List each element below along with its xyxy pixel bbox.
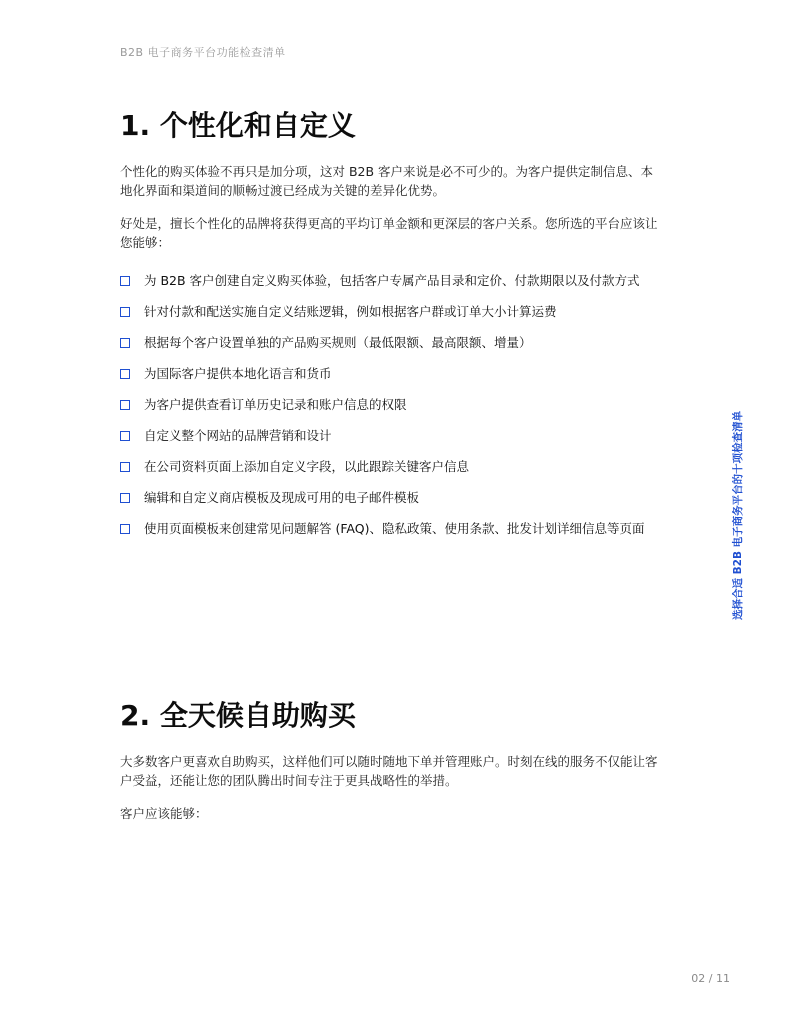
section-title: 2. 全天候自助购买 xyxy=(120,699,356,732)
benefit-paragraph: 好处是，擅长个性化的品牌将获得更高的平均订单金额和更深层的客户关系。您所选的平台应该让您能够： xyxy=(120,216,658,250)
checklist-item xyxy=(120,396,664,414)
checkbox-icon[interactable] xyxy=(120,493,130,503)
checkbox-icon[interactable] xyxy=(120,276,130,286)
section-title: 1. 个性化和自定义 xyxy=(120,109,356,142)
checklist-item xyxy=(120,334,664,352)
checklist-item xyxy=(120,427,664,445)
checkbox-icon[interactable] xyxy=(120,524,130,534)
checklist-item-text: 为客户提供查看订单历史记录和账户信息的权限 xyxy=(144,397,407,412)
checkbox-icon[interactable] xyxy=(120,369,130,379)
checklist-item-text: 为国际客户提供本地化语言和货币 xyxy=(144,366,332,381)
checklist-item-text: 自定义整个网站的品牌营销和设计 xyxy=(144,428,332,443)
checkbox-icon[interactable] xyxy=(120,307,130,317)
checklist-item-text: 使用页面模板来创建常见问题解答 (FAQ)、隐私政策、使用条款、批发计划详细信息等页面 xyxy=(144,521,645,536)
checklist-item-text: 为 B2B 客户创建自定义购买体验，包括客户专属产品目录和定价、付款期限以及付款方式 xyxy=(144,273,640,288)
page-number: 02 / 11 xyxy=(691,972,730,985)
checklist-item-text: 根据每个客户设置单独的产品购买规则（最低限额、最高限额、增量） xyxy=(144,335,532,350)
checklist-item xyxy=(120,365,664,383)
checkbox-icon[interactable] xyxy=(120,400,130,410)
checklist-item xyxy=(120,272,664,290)
checkbox-icon[interactable] xyxy=(120,431,130,441)
feature-checklist xyxy=(120,272,680,538)
checklist-item-text: 针对付款和配送实施自定义结账逻辑，例如根据客户群或订单大小计算运费 xyxy=(144,304,557,319)
intro-paragraph: 个性化的购买体验不再只是加分项，这对 B2B 客户来说是必不可少的。为客户提供定制信息、本地化界面和渠道间的顺畅过渡已经成为关键的差异化优势。 xyxy=(120,164,654,198)
checklist-item xyxy=(120,520,664,538)
checklist-item xyxy=(120,303,664,321)
checklist-item-text: 编辑和自定义商店模板及现成可用的电子邮件模板 xyxy=(144,490,420,505)
vertical-side-label xyxy=(730,408,746,620)
side-label-text: 选择合适 B2B 电子商务平台的十项检查清单 xyxy=(732,410,744,620)
checkbox-icon[interactable] xyxy=(120,338,130,348)
checklist-item xyxy=(120,458,664,476)
intro-paragraph: 大多数客户更喜欢自助购买，这样他们可以随时随地下单并管理账户。时刻在线的服务不仅能让客户受益，还能让您的团队腾出时间专注于更具战略性的举措。 xyxy=(120,754,658,788)
running-header: B2B 电子商务平台功能检查清单 xyxy=(120,46,286,59)
checklist-item-text: 在公司资料页面上添加自定义字段，以此跟踪关键客户信息 xyxy=(144,459,470,474)
lead-in-paragraph: 客户应该能够： xyxy=(120,806,208,821)
checkbox-icon[interactable] xyxy=(120,462,130,472)
section-self-service xyxy=(120,698,680,823)
section-personalization xyxy=(120,108,680,551)
checklist-item xyxy=(120,489,664,507)
